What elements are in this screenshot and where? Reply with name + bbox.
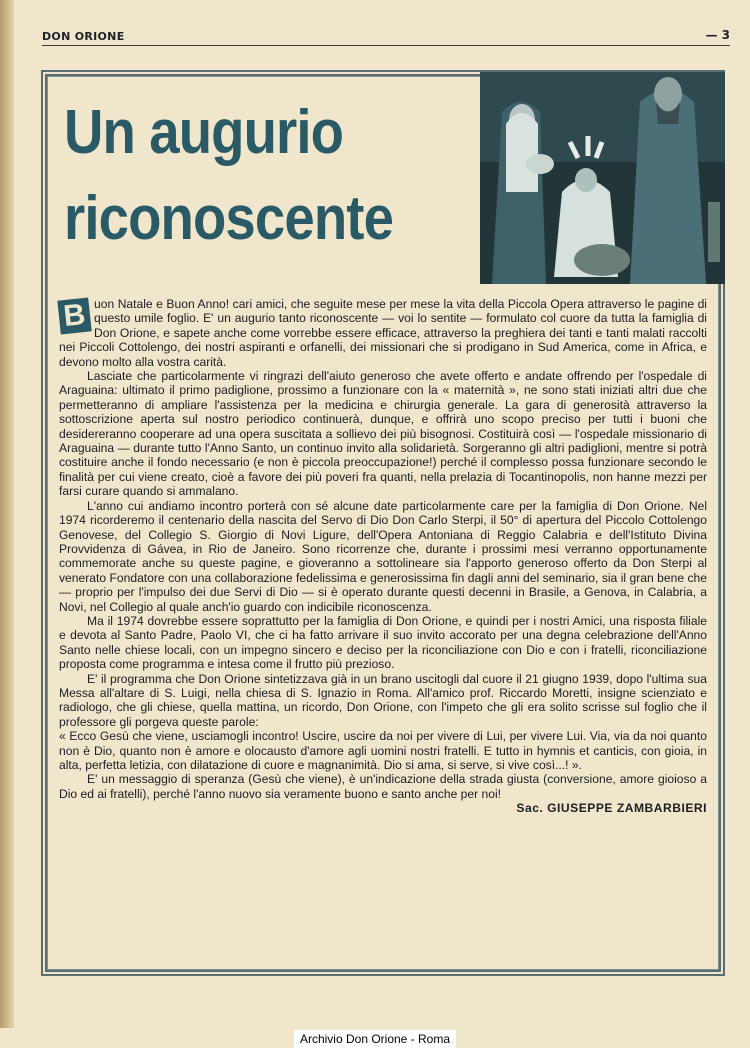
- nativity-photo: [480, 72, 725, 284]
- paragraph-intro-text: uon Natale e Buon Anno! cari amici, che seguite mese per mese la vita della Piccola Opera attraverso le pagine di questo umile foglio. E' un augurio tanto riconoscente — voi lo sentite — formulato col cuore da tutta la famiglia di Don Orione, e sapete anche come vorrebbe essere efficace, attraverso la preghiera dei tanti e tanti malati raccolti nei Piccoli Cottolengo, dei nostri aspiranti e orfanelli, dei missionari che si prodigano in Sud America, come in Africa, e devono molto alla vostra carità.: [59, 297, 707, 369]
- nativity-scene-illustration: [480, 72, 725, 284]
- page-binding-edge: [0, 0, 14, 1047]
- article-title: [64, 90, 425, 262]
- paragraph-anno-santo: Ma il 1974 dovrebbe essere soprattutto per la famiglia di Don Orione, e quindi per i nostri Amici, una risposta filiale e devota al Santo Padre, Paolo VI, che ci ha fatto arrivare il suo invito accorato per una degna celebrazione dell'Anno Santo nelle chiese locali, con un impegno sincero e deciso per la riconciliazione con Dio e con i fratelli, riconciliazione proposta come programma e intesa come il frutto più prezioso.: [59, 613, 707, 672]
- paragraph-1974-anniversaries: L'anno cui andiamo incontro porterà con sé alcune date particolarmente care per la famiglia di Don Orione. Nel 1974 ricorderemo il centenario della nascita del Servo di Dio Don Carlo Sterpi, il 50° di apertura del Piccolo Cottolengo Genovese, del Collegio S. Giorgio di Novi Ligure, dell'Opera Antoniana di Reggio Calabria e dell'Istituto Divina Provvidenza di Gávea, in Rio de Janeiro. Sono ricorrenze che, durante i prossimi mesi verranno opportunamente commemorate anche su queste pagine, e gioveranno a sottolineare sia l'apporto generoso offerto da Don Sterpi al venerato Fondatore con una collaborazione fedelissima e generosissima fin dagli anni del seminario, sia il gran bene che — proprio per l'impulso dei due Servi di Dio — si è operato durante questi decenni in Brasile, a Genova, in Calabria, a Novi, nel Collegio al quale anch'io guardo con indicibile riconoscenza.: [59, 498, 707, 614]
- paragraph-intro: [59, 297, 707, 369]
- publication-name: DON ORIONE: [42, 30, 125, 43]
- article-body: [59, 297, 707, 816]
- archive-footer: [0, 1028, 750, 1047]
- archive-label: Archivio Don Orione - Roma: [294, 1030, 456, 1048]
- don-orione-quote: « Ecco Gesù che viene, usciamogli incontro! Uscire, uscire da noi per vivere di Lui, per vivere Lui. Via, via da noi quanto non è Dio, quanto non è amore e olocausto d'amore agli uomini nostri fratelli. E tutto in hymnis et canticis, con gioia, in alta, perfetta letizia, con dilatazione di cuore e magnanimità. Dio si ama, si serve, si vive così...! ».: [59, 729, 707, 772]
- title-line-2: riconoscente: [64, 184, 394, 253]
- running-header: [42, 26, 730, 48]
- author-signature: Sac. GIUSEPPE ZAMBARBIERI: [516, 801, 707, 816]
- paragraph-araguaina: Lasciate che particolarmente vi ringrazi dell'aiuto generoso che avete offerto e andate offrendo per l'ospedale di Araguaina: ultimato il primo padiglione, prossimo a funzionare con la « maternità », ne sono stati iniziati altri due che permetteranno di ampliare l'assistenza per la medicina e chirurgia generale. La gara di generosità attraverso la sottoscrizione aperta sul nostro periodico continuerà, dunque, e offrirà uno scopo preciso per tutti i buoni che desidereranno cooperare ad una opera suscitata a sollievo dei più bisognosi. Costituirà così — l'ospedale missionario di Araguaina — durante tutto l'Anno Santo, un continuo invito alla solidarietà. Sorgeranno gli altri padiglioni, mentre si potrà costituire anche il fondo necessario (e non è piccola preoccupazione!) perché il complesso possa funzionare secondo le finalità per cui viene creato, cioè a favore dei più poveri fra quanti, nella prelazia di Tocantinopolis, non hanne mezzi per farsi curare quando si ammalano.: [59, 369, 707, 499]
- title-line-1: Un augurio: [64, 98, 344, 167]
- page-number: — 3: [705, 28, 730, 42]
- header-rule: [42, 45, 730, 46]
- paragraph-closing: E' un messaggio di speranza (Gesù che viene), è un'indicazione della strada giusta (conversione, amore gioioso a Dio ed ai fratelli), perché l'anno nuovo sia veramente buono e santo anche per noi!: [59, 772, 707, 801]
- paragraph-programma: E' il programma che Don Orione sintetizzava già in un brano uscitogli dal cuore il 21 giugno 1939, dopo l'ultima sua Messa all'altare di S. Luigi, nella chiesa di S. Ignazio in Roma. All'amico prof. Riccardo Moretti, insigne scienziato e radiologo, che gli chiese, quella mattina, un ricordo, Don Orione, con l'impeto che gli era solito scrisse sul foglio che il professore gli porgeva queste parole:: [59, 671, 707, 729]
- dropcap: B: [57, 297, 91, 334]
